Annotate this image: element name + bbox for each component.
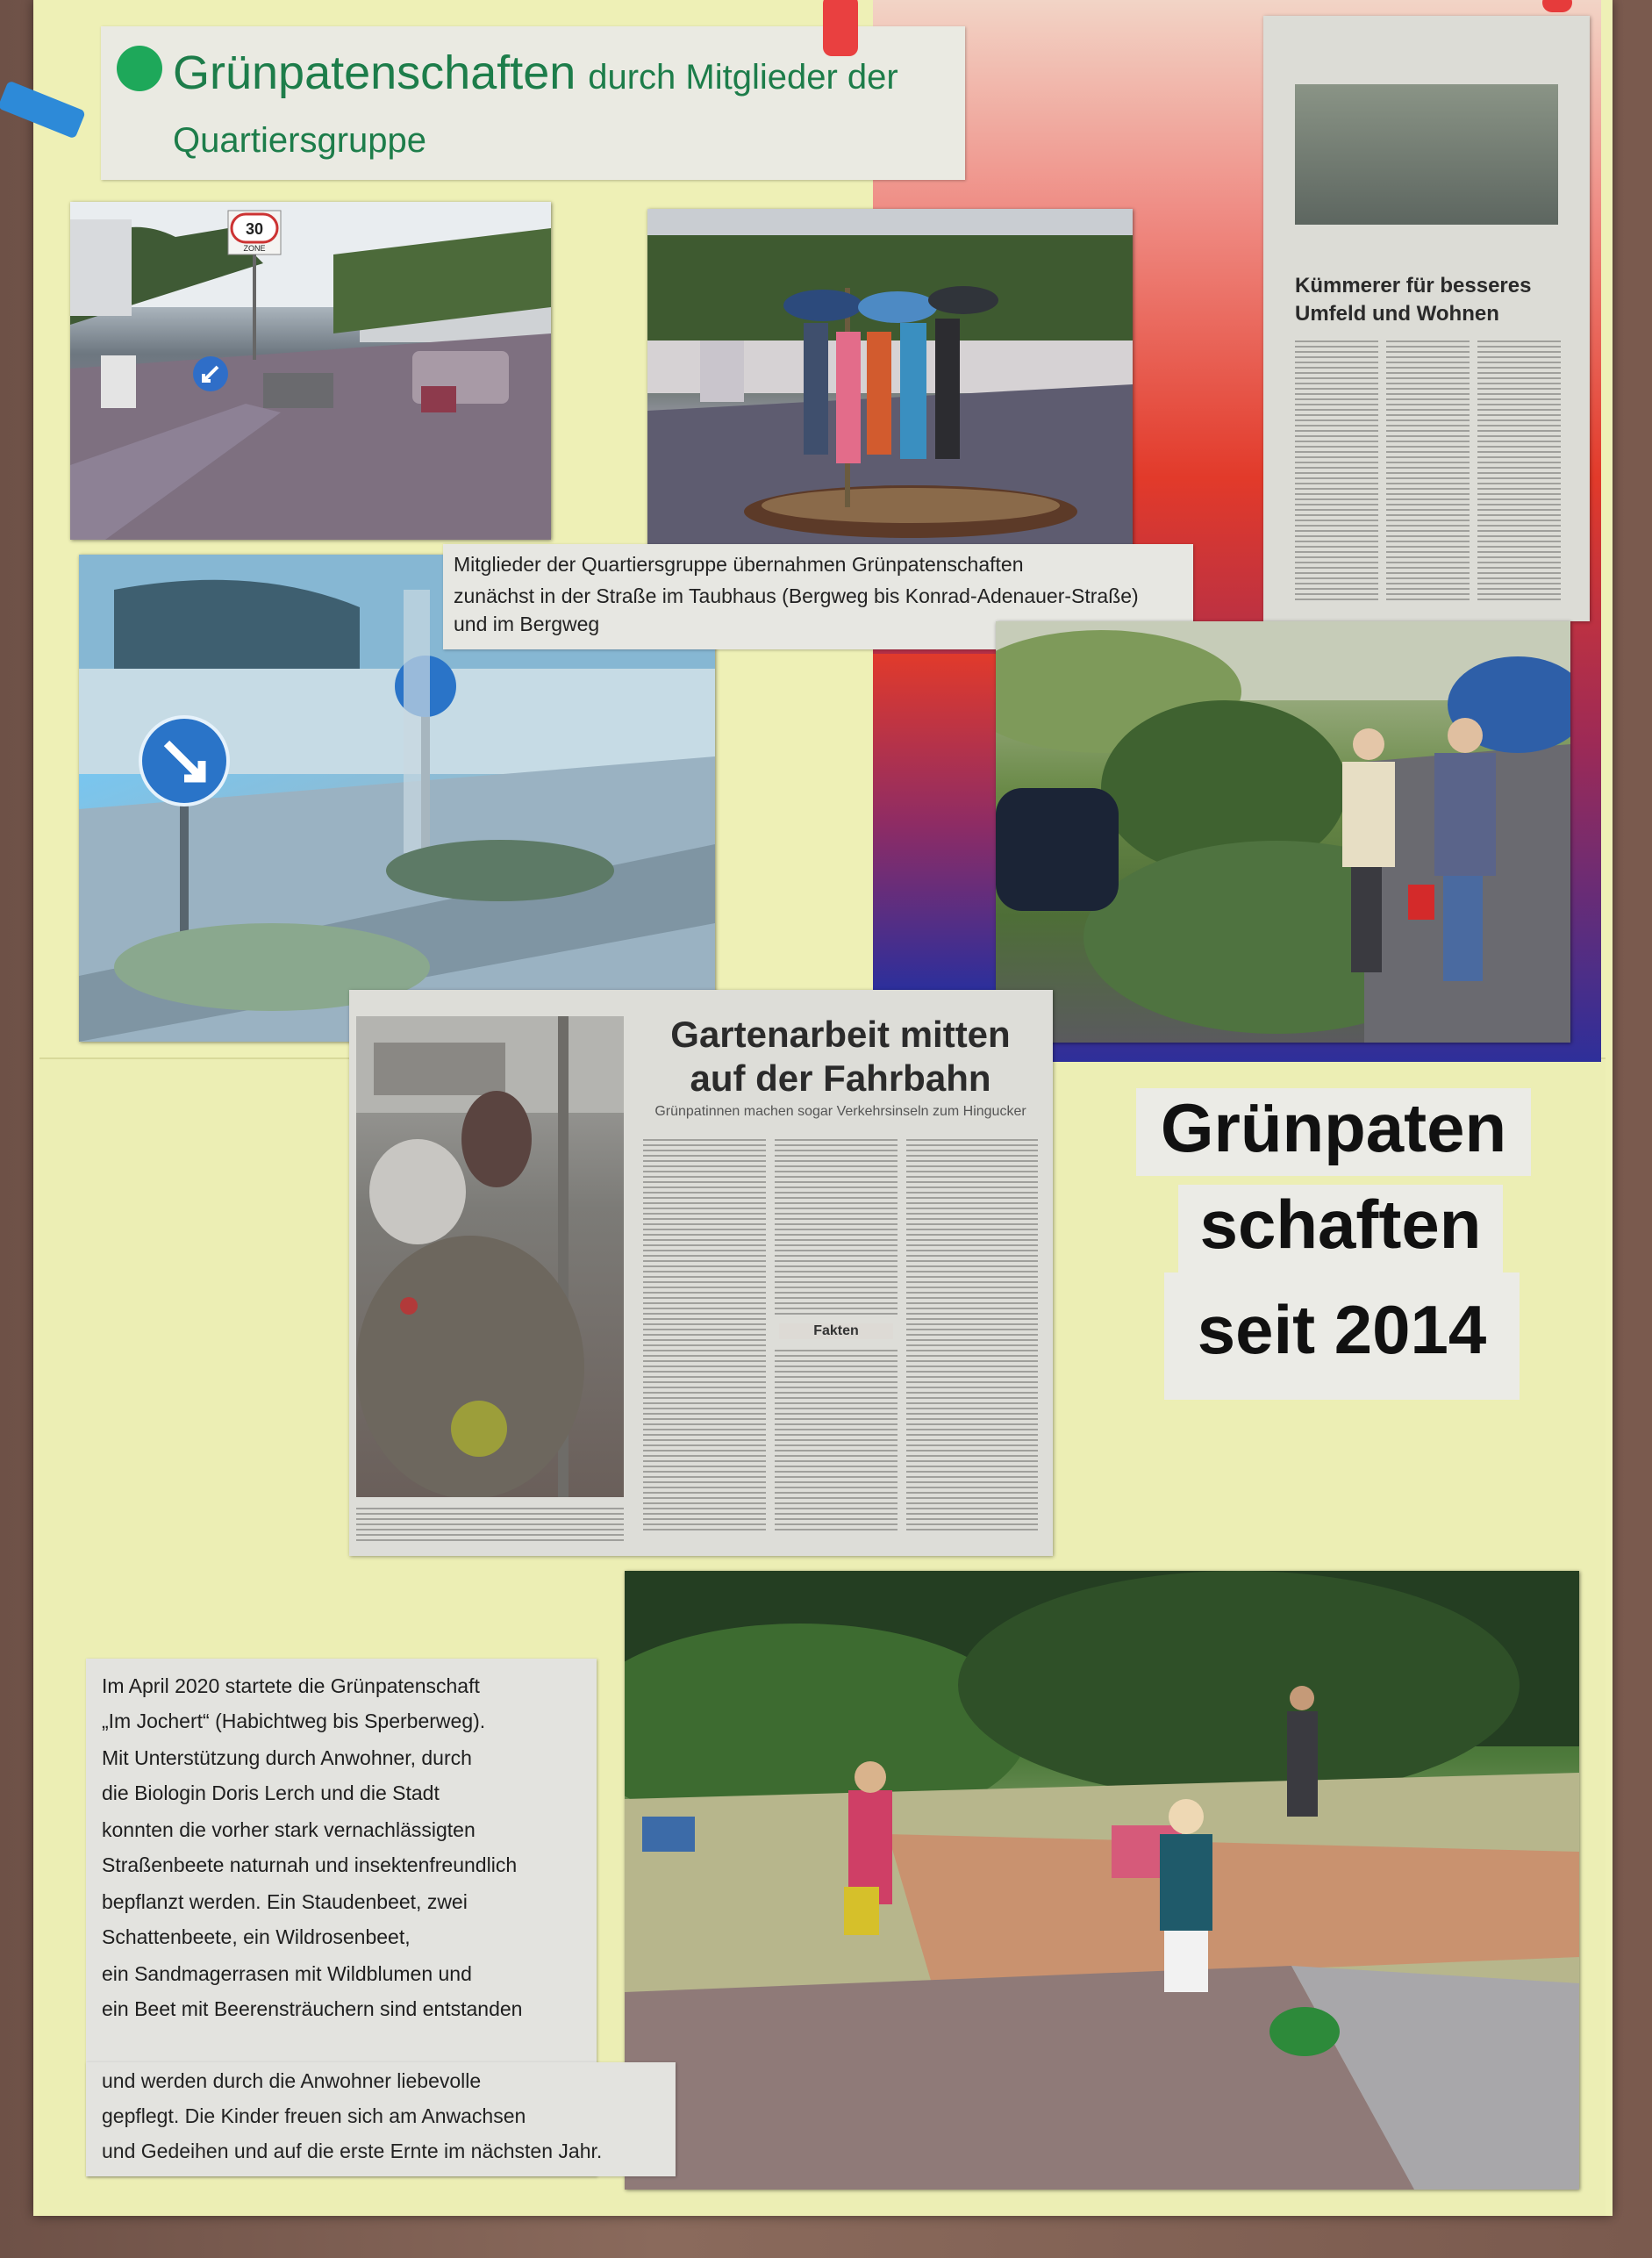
article-text-column	[775, 1350, 898, 1534]
description-line: ein Beet mit Beerensträuchern sind entstanden	[102, 1997, 523, 2020]
description-line: bepflanzt werden. Ein Staudenbeet, zwei	[102, 1890, 468, 1913]
article-text-column	[643, 1139, 766, 1534]
headline-line: Kümmerer für besseres	[1295, 274, 1532, 297]
clipping-mid-headline	[643, 1013, 1038, 1100]
article-text-column	[1386, 340, 1470, 604]
clipping-top-headline	[1295, 272, 1567, 328]
newspaper-clipping-middle	[349, 990, 1053, 1556]
headline-line: Gartenarbeit mitten	[670, 1014, 1011, 1055]
couple-scene-drawing	[996, 621, 1570, 1043]
photo-street-traffic-island	[70, 202, 551, 540]
gradient-strip	[873, 654, 998, 992]
photo-group-umbrellas	[647, 209, 1133, 547]
description-line: konnten die vorher stark vernachlässigten	[102, 1818, 476, 1841]
description-line: Straßenbeete naturnah und insektenfreundlich	[102, 1853, 518, 1876]
group-scene-drawing	[647, 209, 1133, 547]
description-line: Mit Unterstützung durch Anwohner, durch	[102, 1746, 472, 1769]
caption-line: und im Bergweg	[454, 613, 600, 635]
photo-caption-text	[356, 1508, 624, 1543]
clipping-photo-gardening	[356, 1016, 624, 1497]
description-line: Im April 2020 startete die Grünpatenschaft	[102, 1674, 480, 1697]
big-label-line3: seit 2014	[1164, 1272, 1520, 1400]
title-part2: durch Mitglieder der	[588, 58, 898, 97]
red-pin-icon	[1542, 0, 1572, 12]
big-label-line2: schaften	[1178, 1185, 1503, 1272]
street-scene-drawing	[70, 202, 551, 540]
caption-line: zunächst in der Straße im Taubhaus (Bergweg bis Konrad-Adenauer-Straße)	[454, 584, 1139, 607]
caption-line: Mitglieder der Quartiersgruppe übernahmen Grünpatenschaften	[454, 553, 1024, 576]
green-dot-icon	[117, 46, 162, 91]
fakten-box-title: Fakten	[779, 1323, 893, 1339]
article-text-column	[1477, 340, 1561, 604]
clipping-mid-subline: Grünpatinnen machen sogar Verkehrsinseln zum Hingucker	[654, 1104, 1026, 1119]
description-line: „Im Jochert“ (Habichtweg bis Sperberweg).	[102, 1710, 486, 1732]
poster-title	[173, 46, 898, 100]
description-line: und werden durch die Anwohner liebevolle	[102, 2069, 482, 2092]
clipping-photo	[1295, 84, 1558, 225]
title-line2: Quartiersgruppe	[173, 121, 427, 160]
description-line: und Gedeihen und auf die erste Ernte im nächsten Jahr.	[102, 2140, 603, 2162]
red-clip-icon	[823, 0, 858, 56]
description-line: Schattenbeete, ein Wildrosenbeet,	[102, 1925, 411, 1948]
photo-kids-planting	[625, 1571, 1579, 2190]
photo-couple-garden-bed	[996, 621, 1570, 1043]
description-line: ein Sandmagerrasen mit Wildblumen und	[102, 1962, 472, 1985]
project-description-box-end	[86, 2062, 676, 2176]
headline-line: Umfeld und Wohnen	[1295, 302, 1499, 326]
headline-line: auf der Fahrbahn	[690, 1057, 991, 1099]
kids-scene-drawing	[625, 1571, 1579, 2190]
gardening-photo-drawing	[356, 1016, 624, 1497]
title-part1: Grünpatenschaften	[173, 47, 576, 99]
speed-sign-zone: ZONE	[243, 244, 266, 253]
big-label-line1: Grünpaten	[1136, 1088, 1531, 1176]
article-text-column	[775, 1139, 898, 1315]
newspaper-clipping-top	[1263, 16, 1590, 621]
article-text-column	[1295, 340, 1378, 604]
article-text-column	[906, 1139, 1038, 1534]
description-line: die Biologin Doris Lerch und die Stadt	[102, 1781, 440, 1804]
description-line: gepflegt. Die Kinder freuen sich am Anwachsen	[102, 2104, 526, 2127]
speed-sign-number: 30	[245, 220, 264, 238]
